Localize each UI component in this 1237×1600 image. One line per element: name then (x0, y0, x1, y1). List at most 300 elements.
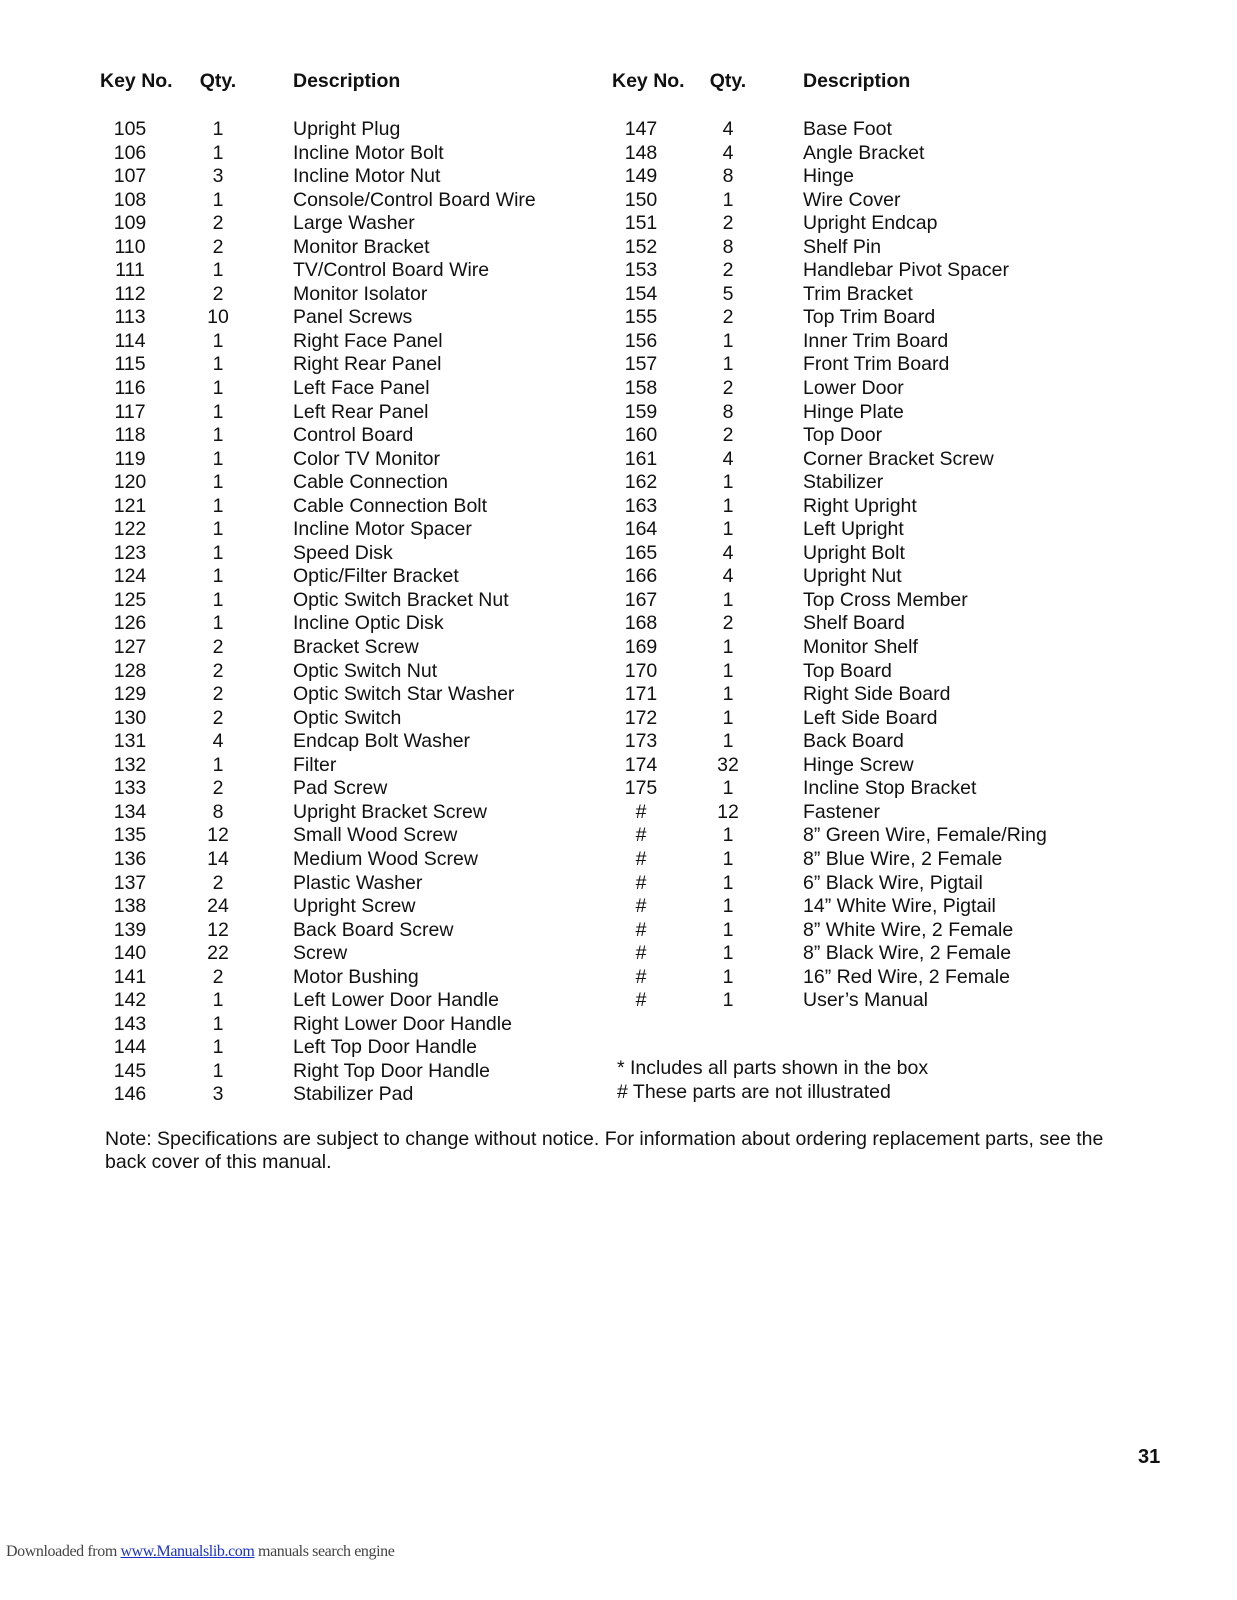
part-description: Medium Wood Screw (293, 847, 478, 870)
part-description: Left Top Door Handle (293, 1036, 477, 1059)
table-row (612, 824, 1092, 848)
table-row (612, 236, 1092, 260)
part-key-number: # (635, 871, 647, 894)
part-description: 8” Green Wire, Female/Ring (803, 824, 1047, 847)
part-quantity: 1 (722, 706, 734, 729)
part-description: Filter (293, 753, 337, 776)
part-key-number: 116 (114, 377, 146, 400)
part-quantity: 1 (212, 989, 224, 1012)
part-key-number: 144 (113, 1036, 147, 1059)
part-description: Hinge Screw (803, 753, 914, 776)
part-description: Cable Connection (293, 471, 449, 494)
part-description: Back Board (803, 730, 904, 753)
part-quantity: 1 (212, 565, 224, 588)
part-key-number: 136 (113, 847, 147, 870)
part-key-number: 158 (624, 377, 658, 400)
part-quantity: 1 (722, 918, 734, 941)
table-row (612, 730, 1092, 754)
table-row (612, 612, 1092, 636)
part-key-number: 109 (113, 212, 147, 235)
table-row (612, 495, 1092, 519)
part-description: Right Top Door Handle (293, 1059, 490, 1082)
part-quantity: 1 (212, 188, 224, 211)
part-key-number: 106 (113, 141, 147, 164)
part-description: Hinge (803, 165, 854, 188)
table-row (612, 118, 1092, 142)
part-key-number: 124 (113, 565, 147, 588)
part-key-number: 123 (113, 541, 147, 564)
part-description: 6” Black Wire, Pigtail (803, 871, 983, 894)
part-key-number: 128 (113, 659, 147, 682)
header-description: Description (293, 70, 401, 92)
part-key-number: 155 (624, 306, 658, 329)
header-key-no: Key No. (612, 70, 685, 92)
part-description: Optic Switch Star Washer (293, 683, 515, 706)
part-quantity: 1 (212, 1012, 224, 1035)
part-key-number: # (635, 918, 647, 941)
part-quantity: 2 (212, 965, 224, 988)
part-quantity: 1 (722, 353, 734, 376)
part-description: Cable Connection Bolt (293, 494, 488, 517)
part-key-number: 135 (113, 824, 147, 847)
part-quantity: 8 (212, 800, 224, 823)
table-row (100, 966, 570, 990)
header-key-no: Key No. (100, 70, 173, 92)
parts-table-left (100, 70, 570, 1107)
part-quantity: 1 (212, 541, 224, 564)
table-row (100, 306, 570, 330)
table-row (100, 754, 570, 778)
table-row (100, 636, 570, 660)
part-quantity: 1 (722, 989, 734, 1012)
part-key-number: 167 (624, 588, 658, 611)
part-quantity: 4 (722, 141, 734, 164)
part-key-number: 105 (113, 118, 147, 140)
part-quantity: 1 (722, 965, 734, 988)
part-description: Left Face Panel (293, 377, 430, 400)
part-quantity: 1 (212, 118, 224, 140)
table-row (612, 142, 1092, 166)
part-key-number: 145 (113, 1059, 147, 1082)
part-quantity: 1 (212, 447, 224, 470)
table-row (100, 353, 570, 377)
part-description: 14” White Wire, Pigtail (803, 895, 996, 918)
part-key-number: 114 (114, 329, 146, 352)
part-quantity: 1 (722, 777, 734, 800)
table-row (612, 919, 1092, 943)
part-quantity: 1 (212, 1036, 224, 1059)
part-description: Upright Screw (293, 895, 416, 918)
part-description: Optic/Filter Bracket (293, 565, 459, 588)
part-key-number: 121 (113, 494, 147, 517)
table-row (612, 989, 1092, 1013)
part-description: Left Upright (803, 518, 904, 541)
table-row (612, 259, 1092, 283)
part-quantity: 1 (722, 329, 734, 352)
table-row (100, 518, 570, 542)
part-description: Bracket Screw (293, 636, 419, 659)
part-quantity: 2 (722, 612, 734, 635)
part-description: Panel Screws (293, 306, 413, 329)
part-quantity: 2 (722, 306, 734, 329)
part-description: Incline Motor Nut (293, 165, 441, 188)
part-key-number: 148 (624, 141, 658, 164)
table-row (612, 189, 1092, 213)
part-key-number: 143 (113, 1012, 147, 1035)
part-description: Optic Switch (293, 706, 402, 729)
part-quantity: 8 (722, 165, 734, 188)
table-row (612, 306, 1092, 330)
table-row (100, 683, 570, 707)
table-row (100, 801, 570, 825)
part-quantity: 2 (722, 259, 734, 282)
part-description: Handlebar Pivot Spacer (803, 259, 1009, 282)
part-description: Base Foot (803, 118, 892, 140)
table-row (100, 730, 570, 754)
part-quantity: 1 (722, 494, 734, 517)
part-key-number: # (635, 965, 647, 988)
table-row (100, 165, 570, 189)
part-description: Trim Bracket (803, 282, 913, 305)
part-description: Right Face Panel (293, 329, 443, 352)
part-description: Monitor Shelf (803, 636, 918, 659)
part-description: Incline Motor Spacer (293, 518, 472, 541)
part-key-number: # (635, 989, 647, 1012)
parts-list-left (100, 118, 570, 1107)
part-description: 8” White Wire, 2 Female (803, 918, 1014, 941)
part-key-number: 164 (624, 518, 658, 541)
part-key-number: 137 (113, 871, 147, 894)
part-description: Control Board (293, 424, 414, 447)
table-row (612, 683, 1092, 707)
part-description: Upright Bolt (803, 541, 905, 564)
part-key-number: 152 (624, 235, 658, 258)
part-key-number: 162 (624, 471, 658, 494)
header-qty: Qty. (199, 70, 237, 92)
table-row (612, 777, 1092, 801)
part-quantity: 1 (212, 494, 224, 517)
table-row (612, 518, 1092, 542)
part-key-number: 149 (624, 165, 658, 188)
part-quantity: 4 (722, 447, 734, 470)
table-row (612, 165, 1092, 189)
part-quantity: 2 (212, 636, 224, 659)
table-row (612, 283, 1092, 307)
part-quantity: 2 (212, 871, 224, 894)
part-key-number: 169 (624, 636, 658, 659)
table-row (100, 824, 570, 848)
part-description: Plastic Washer (293, 871, 423, 894)
part-description: Endcap Bolt Washer (293, 730, 471, 753)
part-description: Incline Stop Bracket (803, 777, 977, 800)
table-row (612, 636, 1092, 660)
part-description: Incline Motor Bolt (293, 141, 444, 164)
part-description: Inner Trim Board (803, 329, 949, 352)
part-key-number: 122 (113, 518, 147, 541)
part-key-number: 117 (114, 400, 146, 423)
part-quantity: 1 (722, 588, 734, 611)
table-row (100, 330, 570, 354)
manualslib-link[interactable]: www.Manualslib.com (120, 1543, 255, 1560)
table-row (612, 401, 1092, 425)
legend-included-note: * Includes all parts shown in the box (617, 1057, 929, 1079)
table-row (612, 565, 1092, 589)
part-description: Color TV Monitor (293, 447, 441, 470)
table-header-left (100, 70, 570, 102)
table-row (612, 966, 1092, 990)
legend-not-illustrated-note: # These parts are not illustrated (617, 1080, 891, 1103)
part-quantity: 24 (207, 895, 229, 918)
table-row (100, 377, 570, 401)
part-quantity: 1 (722, 188, 734, 211)
part-quantity: 2 (722, 212, 734, 235)
part-description: 8” Blue Wire, 2 Female (803, 847, 1003, 870)
part-quantity: 1 (722, 824, 734, 847)
part-quantity: 1 (722, 871, 734, 894)
table-row (100, 424, 570, 448)
part-quantity: 2 (212, 212, 224, 235)
part-quantity: 4 (212, 730, 224, 753)
table-row (100, 283, 570, 307)
table-row (612, 848, 1092, 872)
part-quantity: 2 (212, 282, 224, 305)
part-quantity: 1 (212, 518, 224, 541)
part-quantity: 1 (212, 400, 224, 423)
part-quantity: 2 (212, 706, 224, 729)
part-description: Optic Switch Nut (293, 659, 438, 682)
part-description: Front Trim Board (803, 353, 950, 376)
part-quantity: 5 (722, 282, 734, 305)
part-description: Upright Plug (293, 118, 401, 140)
part-quantity: 2 (212, 235, 224, 258)
part-key-number: 160 (624, 424, 658, 447)
part-quantity: 2 (722, 377, 734, 400)
part-key-number: 126 (113, 612, 147, 635)
part-key-number: 147 (624, 118, 658, 140)
part-quantity: 1 (212, 612, 224, 635)
part-description: User’s Manual (803, 989, 928, 1012)
part-key-number: 174 (624, 753, 658, 776)
download-footer (6, 1543, 394, 1561)
part-key-number: 153 (624, 259, 658, 282)
table-row (612, 754, 1092, 778)
part-key-number: # (635, 800, 647, 823)
table-row (612, 471, 1092, 495)
part-quantity: 1 (722, 847, 734, 870)
table-row (100, 542, 570, 566)
part-description: Top Trim Board (803, 306, 936, 329)
table-row (100, 448, 570, 472)
part-key-number: 156 (624, 329, 658, 352)
part-key-number: 107 (113, 165, 147, 188)
table-row (100, 1013, 570, 1037)
part-description: Wire Cover (803, 188, 901, 211)
table-row (100, 612, 570, 636)
part-description: 8” Black Wire, 2 Female (803, 942, 1012, 965)
header-description: Description (803, 70, 911, 92)
table-row (100, 1083, 570, 1107)
table-row (612, 353, 1092, 377)
table-row (100, 919, 570, 943)
part-quantity: 1 (212, 471, 224, 494)
table-row (100, 236, 570, 260)
part-key-number: 127 (113, 636, 147, 659)
part-key-number: 157 (624, 353, 658, 376)
part-key-number: 113 (114, 306, 146, 329)
part-description: Right Lower Door Handle (293, 1012, 512, 1035)
part-quantity: 12 (207, 824, 229, 847)
table-row (100, 777, 570, 801)
part-key-number: 110 (114, 235, 146, 258)
part-description: Large Washer (293, 212, 415, 235)
part-description: Incline Optic Disk (293, 612, 444, 635)
part-quantity: 1 (212, 329, 224, 352)
part-description: Fastener (803, 800, 880, 823)
part-quantity: 4 (722, 541, 734, 564)
table-row (612, 424, 1092, 448)
part-key-number: 138 (113, 895, 147, 918)
part-description: Left Rear Panel (293, 400, 429, 423)
part-key-number: 159 (624, 400, 658, 423)
part-quantity: 1 (722, 942, 734, 965)
part-key-number: 142 (113, 989, 147, 1012)
header-qty: Qty. (709, 70, 747, 92)
part-description: Upright Nut (803, 565, 902, 588)
part-key-number: 166 (624, 565, 658, 588)
footer-prefix: Downloaded from (6, 1543, 121, 1560)
part-key-number: 150 (624, 188, 658, 211)
table-row (100, 589, 570, 613)
table-row (100, 495, 570, 519)
part-quantity: 8 (722, 400, 734, 423)
part-quantity: 3 (212, 1083, 224, 1106)
part-key-number: 175 (624, 777, 658, 800)
page-number: 31 (1138, 1446, 1161, 1468)
table-row (612, 377, 1092, 401)
table-row (100, 942, 570, 966)
part-description: Monitor Bracket (293, 235, 430, 258)
part-quantity: 1 (212, 1059, 224, 1082)
part-quantity: 2 (722, 424, 734, 447)
part-description: Right Rear Panel (293, 353, 442, 376)
part-key-number: 165 (624, 541, 658, 564)
footer-suffix: manuals search engine (254, 1543, 395, 1560)
part-description: Shelf Board (803, 612, 905, 635)
part-quantity: 1 (212, 353, 224, 376)
part-key-number: # (635, 824, 647, 847)
part-key-number: 120 (113, 471, 147, 494)
part-description: Speed Disk (293, 541, 393, 564)
part-quantity: 1 (722, 636, 734, 659)
part-key-number: 170 (624, 659, 658, 682)
part-quantity: 1 (212, 377, 224, 400)
part-description: Shelf Pin (803, 235, 882, 258)
part-description: Monitor Isolator (293, 282, 428, 305)
table-row (100, 142, 570, 166)
part-description: Back Board Screw (293, 918, 454, 941)
part-quantity: 10 (207, 306, 229, 329)
part-description: Right Side Board (803, 683, 951, 706)
part-description: Console/Control Board Wire (293, 188, 536, 211)
part-description: Top Door (803, 424, 883, 447)
table-row (612, 895, 1092, 919)
part-key-number: 112 (114, 282, 146, 305)
part-description: Left Side Board (803, 706, 938, 729)
part-key-number: 130 (113, 706, 147, 729)
part-quantity: 14 (207, 847, 229, 870)
part-quantity: 1 (722, 518, 734, 541)
part-key-number: 154 (624, 282, 658, 305)
table-row (100, 895, 570, 919)
parts-table-right (612, 70, 1092, 1013)
part-description: Angle Bracket (803, 141, 925, 164)
part-key-number: 161 (624, 447, 658, 470)
part-quantity: 1 (722, 895, 734, 918)
part-quantity: 1 (722, 471, 734, 494)
part-key-number: 115 (114, 353, 146, 376)
part-key-number: 139 (113, 918, 147, 941)
part-description: Top Board (803, 659, 892, 682)
table-row (100, 471, 570, 495)
table-row (100, 212, 570, 236)
part-description: Left Lower Door Handle (293, 989, 499, 1012)
part-key-number: # (635, 895, 647, 918)
part-description: Top Cross Member (803, 588, 968, 611)
part-quantity: 3 (212, 165, 224, 188)
part-quantity: 1 (212, 141, 224, 164)
specifications-note: Note: Specifications are subject to change without notice. For information about ordering replacement parts, see the back cover of this manual. (105, 1128, 1104, 1173)
part-description: Small Wood Screw (293, 824, 458, 847)
part-key-number: 111 (115, 259, 145, 282)
part-key-number: 151 (624, 212, 658, 235)
part-key-number: 132 (113, 753, 147, 776)
part-quantity: 4 (722, 565, 734, 588)
part-key-number: 133 (113, 777, 147, 800)
table-row (612, 330, 1092, 354)
part-key-number: 129 (113, 683, 147, 706)
part-key-number: 131 (113, 730, 147, 753)
table-row (100, 1036, 570, 1060)
table-row (100, 707, 570, 731)
part-quantity: 32 (717, 753, 739, 776)
part-quantity: 8 (722, 235, 734, 258)
part-description: Stabilizer Pad (293, 1083, 414, 1106)
part-quantity: 22 (207, 942, 229, 965)
parts-list-right (612, 118, 1092, 1013)
part-quantity: 1 (722, 659, 734, 682)
part-description: Right Upright (803, 494, 917, 517)
table-row (100, 848, 570, 872)
part-key-number: 141 (113, 965, 147, 988)
part-quantity: 1 (212, 753, 224, 776)
table-row (612, 448, 1092, 472)
table-row (612, 660, 1092, 684)
table-row (100, 565, 570, 589)
part-description: Hinge Plate (803, 400, 904, 423)
part-key-number: 168 (624, 612, 658, 635)
part-key-number: # (635, 847, 647, 870)
part-key-number: 171 (624, 683, 658, 706)
part-quantity: 4 (722, 118, 734, 140)
part-quantity: 2 (212, 683, 224, 706)
part-quantity: 1 (212, 424, 224, 447)
part-quantity: 2 (212, 659, 224, 682)
part-key-number: 163 (624, 494, 658, 517)
part-key-number: 108 (113, 188, 147, 211)
table-row (100, 189, 570, 213)
table-row (100, 1060, 570, 1084)
part-description: 16” Red Wire, 2 Female (803, 965, 1010, 988)
